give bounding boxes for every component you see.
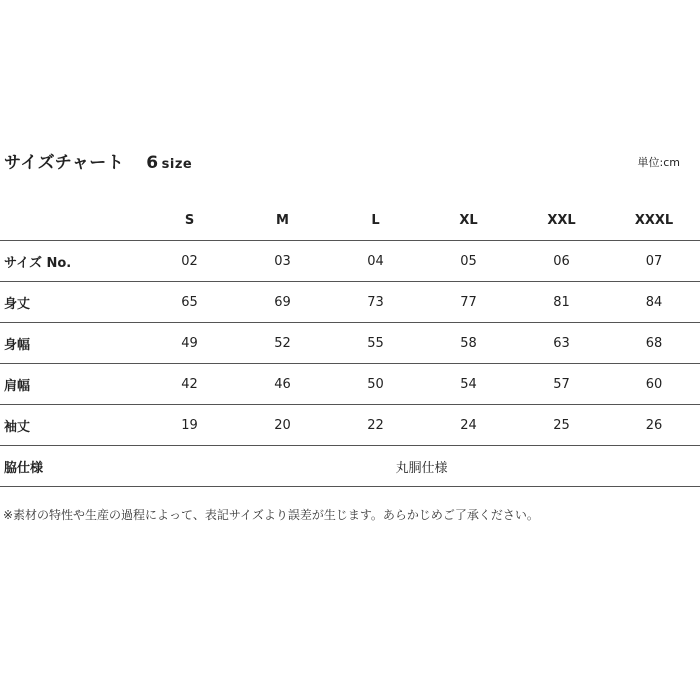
table-cell: 50 <box>367 376 384 392</box>
side-seam-row <box>0 446 700 487</box>
table-cell: 63 <box>553 335 570 351</box>
corner-cell <box>0 200 143 241</box>
table-cell: 05 <box>460 253 477 269</box>
row-label: 肩幅 <box>4 378 31 394</box>
column-header: XL <box>459 212 478 228</box>
unit-label: 単位:cm <box>637 156 680 169</box>
table-cell: 65 <box>181 294 198 310</box>
table-cell: 26 <box>645 417 663 433</box>
table-row <box>0 405 700 446</box>
table-cell: 02 <box>181 253 198 269</box>
table-cell: 06 <box>553 253 570 269</box>
row-label: 身幅 <box>4 337 31 353</box>
size-word: size <box>161 157 193 172</box>
column-header: XXXL <box>634 212 674 228</box>
disclaimer-note: ※素材の特性や生産の過程によって、表記サイズより誤差が生じます。あらかじめご了承ください。 <box>3 508 539 522</box>
table-cell: 52 <box>274 335 291 351</box>
table-cell: 54 <box>460 376 477 392</box>
table-row <box>0 364 700 405</box>
column-header: M <box>276 212 289 228</box>
size-count: 6 <box>146 153 159 173</box>
page-title <box>4 148 192 173</box>
table-cell: 55 <box>367 335 384 351</box>
table-cell: 57 <box>553 376 570 392</box>
table-cell: 60 <box>645 376 663 392</box>
row-label: 袖丈 <box>4 419 31 435</box>
table-cell: 24 <box>460 417 477 433</box>
table-cell: 73 <box>367 294 384 310</box>
table-cell: 03 <box>274 253 291 269</box>
side-seam-value: 丸胴仕様 <box>395 460 448 476</box>
table-cell: 25 <box>553 417 570 433</box>
table-cell: 77 <box>460 294 477 310</box>
table-cell: 84 <box>645 294 663 310</box>
table-cell: 22 <box>367 417 384 433</box>
column-header: L <box>371 212 380 228</box>
table-cell: 07 <box>645 253 663 269</box>
title-row <box>4 148 680 178</box>
table-cell: 69 <box>274 294 291 310</box>
row-label: 脇仕様 <box>4 460 44 476</box>
table-row <box>0 323 700 364</box>
table-cell: 81 <box>553 294 570 310</box>
row-label: 身丈 <box>4 296 31 312</box>
table-cell: 20 <box>274 417 291 433</box>
table-cell: 42 <box>181 376 198 392</box>
title-text: サイズチャート <box>4 153 125 173</box>
table-cell: 68 <box>645 335 663 351</box>
column-header: S <box>184 212 195 228</box>
table-cell: 46 <box>274 376 291 392</box>
column-header: XXL <box>547 212 576 228</box>
table-cell: 04 <box>367 253 384 269</box>
table-cell: 49 <box>181 335 198 351</box>
row-label: サイズ No. <box>4 255 72 271</box>
size-chart-table <box>0 200 700 487</box>
header-row <box>0 200 700 241</box>
table-row <box>0 282 700 323</box>
table-cell: 19 <box>181 417 198 433</box>
table-cell: 58 <box>460 335 477 351</box>
table-row <box>0 241 700 282</box>
